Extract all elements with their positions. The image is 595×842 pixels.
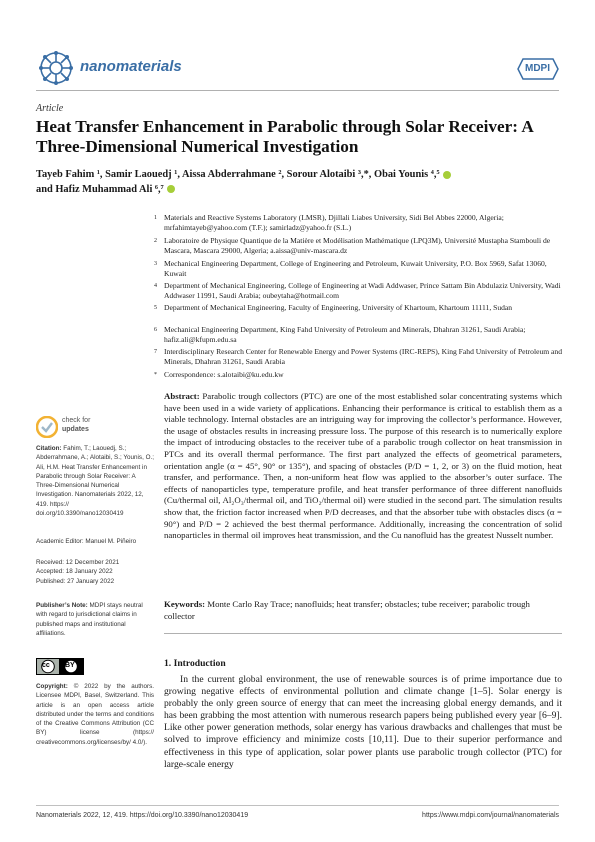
keywords-text: Monte Carlo Ray Trace; nanofluids; heat transfer; obstacles; tube receiver; parabolic trough collector	[164, 599, 530, 621]
introduction-text	[164, 674, 562, 771]
date-accepted: Accepted: 18 January 2022	[36, 568, 113, 576]
dates-block	[36, 558, 154, 586]
header-divider	[36, 90, 559, 91]
affiliation-6: 6 Mechanical Engineering Department, King Fahd University of Petroleum and Minerals, Dhahran 31261, Saudi Arabia; hafiz.ali@kfupm.edu.sa	[154, 325, 526, 345]
orcid-icon[interactable]	[443, 171, 451, 179]
footer-journal-url[interactable]: https://www.mdpi.com/journal/nanomaterials	[422, 812, 559, 819]
affiliation-3: 3 Mechanical Engineering Department, College of Engineering and Petroleum, Kuwait University, P.O. Box 5969, Safat 13060, Kuwait	[154, 259, 547, 279]
correspondence: * Correspondence: s.alotaibi@ku.edu.kw	[154, 370, 284, 379]
affiliation-5: 5 Department of Mechanical Engineering, Faculty of Engineering, University of Khartoum, Khartoum 11111, Sudan	[154, 303, 513, 312]
footer-divider	[36, 805, 559, 806]
publisher-note-label: Publisher’s Note:	[36, 602, 88, 609]
abstract-text: Parabolic trough collectors (PTC) are one of the most established solar concentrating systems which have been used in a wide variety of applications. Enhancing their performance is critical to establish them as a viable technology. Internal obstacles are an intriguing way for improving the collector’s performance. However, the usage of obstacles results in increasing pressure loss. The purpose of this research is to numerically explore the impact of introducing obstacles to the receiver tube of a parabolic trough collector on heat transmission in PTCs and its overall thermal performance. The first part analyzed the effects of geometrical parameters, orientation angle (α = 45°, 90° or 135°), and spacing of obstacles (P/D = 1, 2, or 3) on the fluid motion, heat transfer, and performance. Then, a non-uniform heat flow was applied to the absorber’s outer surface. The effects of nanoparticles type, temperature profile, and heat transfer performance of three different nanofluids (Cu/thermal oil, Al₂O₃/thermal oil, and TiO₂/thermal oil) were studied in the second part. The simulation results show that, the friction factor increased when P/D decreases, and that the absorber tube with obstacles discs (α = 90°) and P/D = 2 achieved the best thermal performance. Additionally, increasing the concentration of solid nanoparticles in thermal oil improves heat transmission, and the Cu nanofluid has the greatest Nusselt number.	[164, 391, 562, 541]
affiliation-2: 2 Laboratoire de Physique Quantique de la Matière et Modélisation Mathématique (LPQ3M), Université Mustapha Stambouli de Mascara, Mascara 29000, Algeria; a.aissa@univ-mascara.dz	[154, 236, 551, 256]
cc-badge-left: cc	[42, 662, 50, 669]
date-received: Received: 12 December 2021	[36, 559, 120, 566]
citation-label: Citation:	[36, 445, 62, 452]
abstract-divider	[164, 633, 562, 634]
affiliation-4: 4 Department of Mechanical Engineering, College of Engineering at Wadi Addwaser, Prince Sattam Bin Abdulaziz University, Wadi Addwaser 11991, Saudi Arabia; oubeytaha@hotmail.com	[154, 281, 561, 301]
publisher-note	[36, 601, 154, 638]
mdpi-logo-icon	[517, 58, 559, 80]
affiliation-1: 1 Materials and Reactive Systems Laboratory (LMSR), Djillali Liabes University, Sidi Bel Abbes 22000, Algeria; mrfahimtayeb@yahoo.com (T.F.); samirladz@yahoo.fr (S.L.)	[154, 213, 504, 233]
section-heading: 1. Introduction	[164, 658, 226, 669]
copyright-block	[36, 682, 154, 747]
copyright-text[interactable]: © 2022 by the authors. Licensee MDPI, Basel, Switzerland. This article is an open access article distributed under the terms and conditions of the Creative Commons Attribution (CC BY) license (https:// creativecommons.org/licenses/by/ 4.0/).	[36, 683, 154, 746]
article-type: Article	[36, 103, 64, 114]
footer-citation[interactable]: Nanomaterials 2022, 12, 419. https://doi.org/10.3390/nano12030419	[36, 812, 249, 819]
journal-name[interactable]: nanomaterials	[80, 58, 182, 75]
cc-by-license-badge[interactable]	[36, 658, 84, 675]
paper-title: Heat Transfer Enhancement in Parabolic through Solar Receiver: A Three-Dimensional Numerical Investigation	[36, 117, 533, 156]
check-updates-icon	[36, 416, 58, 438]
author-line-2[interactable]: and Hafiz Muhammad Ali ⁶,⁷	[36, 183, 164, 195]
academic-editor: Academic Editor: Manuel M. Piñeiro	[36, 538, 137, 545]
cc-badge-right: BY	[65, 662, 75, 669]
journal-logo-icon	[36, 50, 76, 86]
check-for-updates-badge[interactable]	[36, 416, 154, 440]
abstract	[164, 391, 562, 542]
author-list	[36, 168, 556, 197]
citation-text[interactable]: Fahim, T.; Laouedj, S.; Abderrahmane, A.; Alotaibi, S.; Younis, O.; Ali, H.M. Heat Transfer Enhancement in Parabolic through Solar Receiver: A Three-Dimensional Numerical Investigation. Nanomaterials 2022, 12, 419. https:// doi.org/10.3390/nano12030419	[36, 445, 154, 518]
abstract-label: Abstract:	[164, 391, 200, 401]
mdpi-logo-text: MDPI	[525, 63, 550, 74]
date-published: Published: 27 January 2022	[36, 577, 115, 585]
affiliation-7: 7 Interdisciplinary Research Center for Renewable Energy and Power Systems (IRC-REPS), King Fahd University of Petroleum and Minerals, Dhahran 31261, Saudi Arabia	[154, 347, 563, 367]
copyright-label: Copyright:	[36, 683, 68, 690]
orcid-icon[interactable]	[167, 185, 175, 193]
author-line-1[interactable]: Tayeb Fahim ¹, Samir Laouedj ¹, Aissa Abderrahmane ², Sorour Alotaibi ³,*, Obai Younis ⁴,⁵	[36, 169, 440, 180]
check-updates-line1: check for	[62, 417, 91, 424]
keywords-label: Keywords:	[164, 599, 206, 609]
citation-block	[36, 444, 154, 518]
check-updates-line2: updates	[62, 425, 89, 433]
intro-paragraph: In the current global environment, the use of renewable sources is of prime importance due to growing negative effects of environmental pollution and climate change [1–5]. Solar energy is probably the only green source of energy that can meet the increasing global energy demands, and it has been grabbing the most attention with numerous research papers being published every year [6–9]. Like other power generation methods, solar energy has various drawbacks and challenges that must be solved to improve efficiency and minimize costs [10,11]. Due to their superior performance and effectiveness in this type of application, solar power plants use parabolic trough collector (PTC) for large-scale energy	[164, 674, 562, 770]
keywords	[164, 599, 562, 622]
publisher-note-text: MDPI stays neutral with regard to jurisdictional claims in published maps and institutional affiliations.	[36, 602, 143, 637]
